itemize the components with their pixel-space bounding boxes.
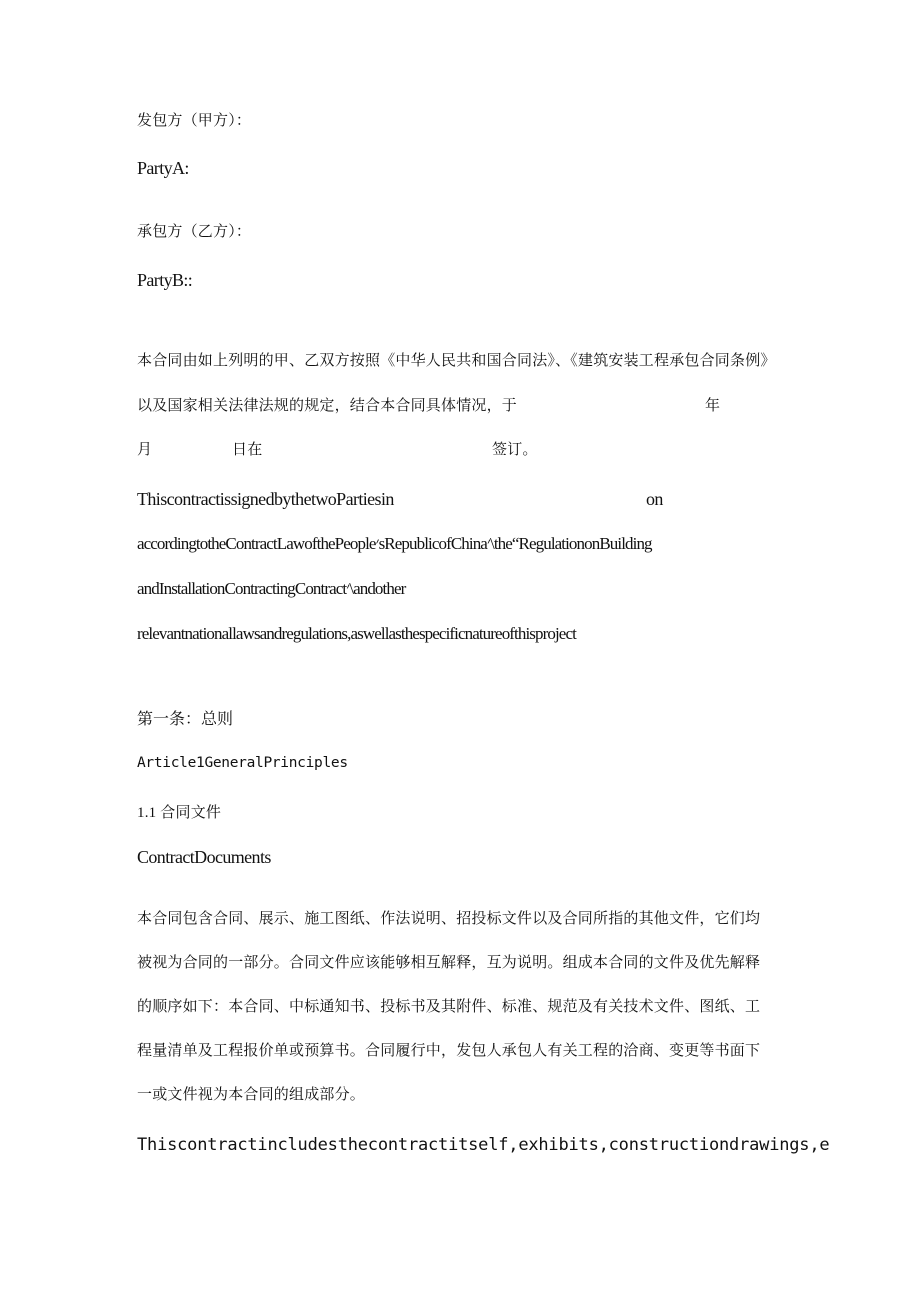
body-cn-line-3: 的顺序如下：本合同、中标通知书、投标书及其附件、标准、规范及有关技术文件、图纸、工 [137,999,761,1015]
body-cn-line-2: 被视为合同的一部分。合同文件应该能够相互解释，互为说明。组成本合同的文件及优先解释 [137,955,761,971]
party-b-cn-label: 承包方（乙方）： [137,224,252,240]
intro-cn-month: 月 [137,442,153,458]
intro-en-line-1: ThiscontractissignedbythetwoPartiesin [137,489,394,509]
intro-en-on: on [646,489,663,509]
party-a-cn-label: 发包方（甲方）： [137,113,252,129]
body-en-line-1: Thiscontractincludesthecontractitself,exhibits,constructiondrawings,e [137,1135,830,1155]
intro-en-line-3: andInstallationContractingContract׳\andother [137,579,406,598]
section-1-1-title-en: ContractDocuments [137,847,271,867]
intro-en-line-2: accordingtotheContractLawofthePeople׳sRepublicofChina׳\the“RegulationonBuilding [137,534,652,553]
body-cn-line-1: 本合同包含合同、展示、施工图纸、作法说明、招投标文件以及合同所指的其他文件，它们均 [137,911,761,927]
party-b-en-label: PartyB:: [137,270,193,290]
body-cn-line-5: 一或文件视为本合同的组成部分。 [137,1087,366,1103]
article-1-title-cn: 第一条：总则 [137,709,234,728]
intro-cn-line-1: 本合同由如上列明的甲、乙双方按照《中华人民共和国合同法》、《建筑安装工程承包合同条例》 [137,353,776,369]
body-cn-line-4: 程量清单及工程报价单或预算书。合同履行中，发包人承包人有关工程的洽商、变更等书面下 [137,1043,761,1059]
article-1-title-en: Article1GeneralPrinciples [137,755,348,771]
intro-cn-year: 年 [705,398,721,414]
intro-cn-line-2: 以及国家相关法律法规的规定，结合本合同具体情况，于 [137,398,518,414]
section-1-1-title-cn: 1.1 合同文件 [137,805,222,821]
intro-cn-day-at: 日在 [232,442,263,458]
intro-en-line-4: relevantnationallawsandregulations,aswellasthespecificnatureofthisproject [137,624,576,643]
party-a-en-label: PartyA: [137,158,189,178]
intro-cn-signed: 签订。 [492,442,538,458]
